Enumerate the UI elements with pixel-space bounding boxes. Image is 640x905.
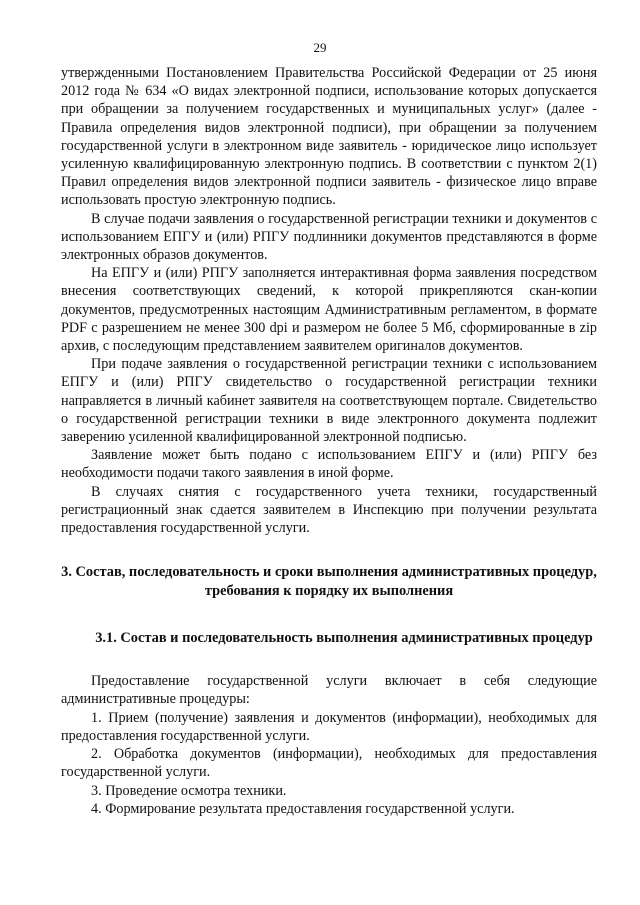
paragraph-registration-certificate: При подаче заявления о государственной регистрации техники с использованием ЕПГУ и (или) РПГУ свидетельство о государственной регистрации техники направляется в личный кабинет заявителя на соответствующем портале. Свидетельство о государственной регистрации техники в виде электронного документа подлежит заверению усиленной квалифицированной электронной подписью. bbox=[61, 356, 597, 446]
procedure-item: 3. Проведение осмотра техники. bbox=[91, 782, 287, 799]
paragraph-originals-electronic: В случае подачи заявления о государственной регистрации техники и документов с использованием ЕПГУ и (или) РПГУ подлинники документов представляются в форме электронных образов документов. bbox=[61, 210, 597, 264]
procedures-intro: Предоставление государственной услуги включает в себя следующие административные процедуры: bbox=[61, 673, 597, 708]
paragraph-interactive-form: На ЕПГУ и (или) РПГУ заполняется интерактивная форма заявления посредством внесения соответствующих сведений, к которой прикрепляются скан-копии документов, предусмотренных настоящим Административным регламентом, в формате PDF с разрешением не менее 300 dpi и размером не более 5 Мб, сформированные в zip архив, с последующим представлением заявителем оригиналов документов. bbox=[61, 265, 597, 355]
paragraph-deregistration: В случаях снятия с государственного учета техники, государственный регистрационный знак сдается заявителем в Инспекцию при получении результата предоставления государственной услуги. bbox=[61, 483, 597, 537]
subsection-heading: 3.1. Состав и последовательность выполнения административных процедур bbox=[95, 630, 593, 647]
procedure-item: 1. Прием (получение) заявления и документов (информации), необходимых для предоставления государственной услуги. bbox=[61, 709, 597, 744]
section-heading: 3. Состав, последовательность и сроки выполнения административных процедур, требования к порядку их выполнения bbox=[61, 564, 597, 600]
page-number: 29 bbox=[313, 40, 327, 55]
procedure-item: 2. Обработка документов (информации), необходимых для предоставления государственной услуги. bbox=[61, 746, 597, 781]
paragraph-signature-rules: утвержденными Постановлением Правительства Российской Федерации от 25 июня 2012 года № 634 «О видах электронной подписи, использование которых допускается при обращении за получением государственных и муниципальных услуг» (далее - Правила определения видов электронной подписи), при обращении за получением государственной услуги в электронном виде заявитель - юридическое лицо использует усиленную квалифицированную электронную подпись. В соответствии с пунктом 2(1) Правил определения видов электронной подписи заявитель - физическое лицо вправе использовать простую электронную подпись. bbox=[61, 65, 597, 209]
document-body bbox=[61, 64, 597, 818]
procedure-item: 4. Формирование результата предоставления государственной услуги. bbox=[91, 800, 515, 817]
paragraph-submission: Заявление может быть подано с использованием ЕПГУ и (или) РПГУ без необходимости подачи такого заявления в иной форме. bbox=[61, 447, 597, 482]
